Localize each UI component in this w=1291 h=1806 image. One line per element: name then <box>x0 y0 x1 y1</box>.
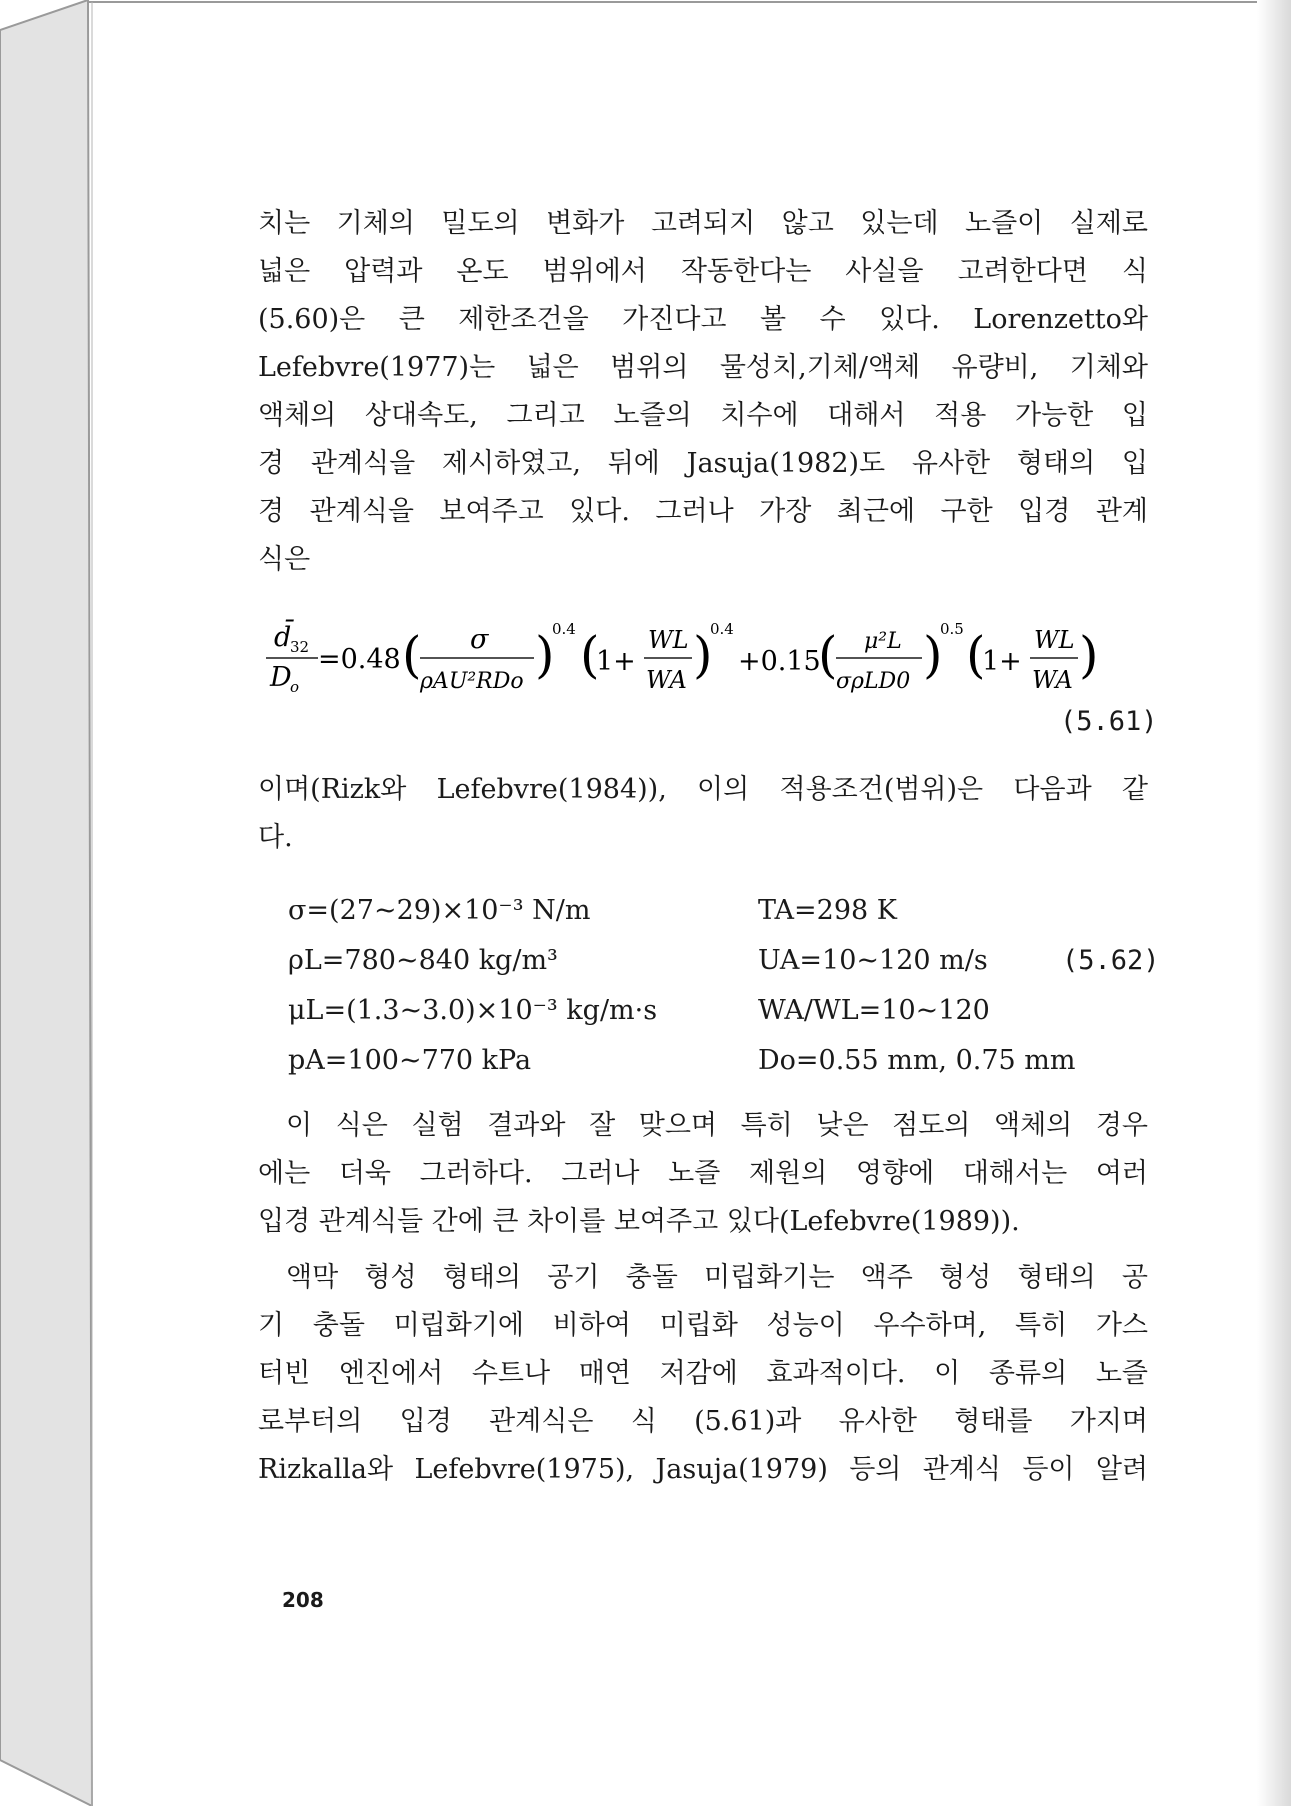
text-line: 식은 <box>258 544 311 575</box>
condition-mu-l: μL=(1.3~3.0)×10⁻³ kg/m·s <box>288 995 658 1026</box>
eq-lhs-num: d̄ <box>274 622 292 653</box>
text-line: 로부터의 입경 관계식은 식 (5.61)과 유사한 형태를 가지며 <box>258 1406 1148 1437</box>
text-line: 액막 형성 형태의 공기 충돌 미립화기는 액주 형성 형태의 공 <box>286 1262 1148 1293</box>
eq-f3-den: σρLD0 <box>836 669 911 694</box>
eq-t2-num: WL <box>648 626 689 654</box>
eq-f3-num: μ²L <box>864 629 902 654</box>
eq-lhs-den: D <box>270 662 292 693</box>
paragraph-3 <box>258 1102 1148 1246</box>
text-line: 경 관계식을 보여주고 있다. 그러나 가장 최근에 구한 입경 관계 <box>258 496 1148 527</box>
text-line: 넓은 압력과 온도 범위에서 작동한다는 사실을 고려한다면 식 <box>258 256 1148 287</box>
eq-paren: ( <box>402 626 422 684</box>
eq-t4-num: WL <box>1034 626 1075 654</box>
eq-paren: ) <box>923 626 943 684</box>
eq-paren: ( <box>818 626 838 684</box>
eq-coef2: +0.15 <box>738 646 821 677</box>
eq-exp2: 0.4 <box>710 620 734 638</box>
eq-exp3: 0.5 <box>940 620 964 638</box>
eq-paren: ( <box>966 626 986 684</box>
condition-sigma: σ=(27~29)×10⁻³ N/m <box>288 895 591 926</box>
equation-number-5-62: (5.62) <box>1062 945 1160 976</box>
eq-paren: ) <box>535 626 555 684</box>
book-left-edge <box>0 0 92 1806</box>
page-number: 208 <box>282 1588 324 1612</box>
condition-do: Do=0.55 mm, 0.75 mm <box>758 1045 1076 1076</box>
paragraph-4 <box>258 1254 1148 1494</box>
condition-wa-wl: WA/WL=10~120 <box>758 995 990 1026</box>
condition-ua: UA=10~120 m/s <box>758 945 988 976</box>
eq-t2-den: WA <box>646 666 687 694</box>
condition-pa: pA=100~770 kPa <box>288 1045 532 1076</box>
condition-rho-l: ρL=780~840 kg/m³ <box>288 945 558 976</box>
eq-paren: ) <box>693 626 713 684</box>
text-line: (5.60)은 큰 제한조건을 가진다고 볼 수 있다. Lorenzetto와 <box>258 304 1148 335</box>
text-line: 액체의 상대속도, 그리고 노즐의 치수에 대해서 적용 가능한 입 <box>258 400 1148 431</box>
paragraph-1 <box>258 200 1148 584</box>
text-line: 이며(Rizk와 Lefebvre(1984)), 이의 적용조건(범위)은 다음과 같 <box>258 774 1148 805</box>
page-right-shadow <box>1257 0 1291 1806</box>
eq-f1-den: ρAU²RDo <box>420 669 524 694</box>
equation-number-5-61: (5.61) <box>1060 706 1158 737</box>
paragraph-2 <box>258 766 1148 862</box>
condition-row <box>288 1036 1148 1086</box>
eq-exp1: 0.4 <box>552 620 576 638</box>
condition-ta: TA=298 K <box>758 895 897 926</box>
condition-row <box>288 936 1160 986</box>
text-line: 기 충돌 미립화기에 비하여 미립화 성능이 우수하며, 특히 가스 <box>258 1310 1148 1341</box>
eq-paren: ( <box>580 626 600 684</box>
eq-f1-num: σ <box>470 624 489 655</box>
text-line: 다. <box>258 822 293 853</box>
eq-t2-one: 1+ <box>596 646 636 677</box>
condition-row <box>288 986 1148 1036</box>
text-line: 에는 더욱 그러하다. 그러나 노즐 제원의 영향에 대해서는 여러 <box>258 1158 1148 1189</box>
eq-t4-one: 1+ <box>982 646 1022 677</box>
eq-lhs-num-sub: 32 <box>290 638 310 656</box>
text-line: 치는 기체의 밀도의 변화가 고려되지 않고 있는데 노즐이 실제로 <box>258 208 1148 239</box>
condition-row <box>288 886 1148 936</box>
eq-t4-den: WA <box>1032 666 1073 694</box>
text-line: 경 관계식을 제시하였고, 뒤에 Jasuja(1982)도 유사한 형태의 입 <box>258 448 1148 479</box>
text-line: 입경 관계식들 간에 큰 차이를 보여주고 있다(Lefebvre(1989)). <box>258 1206 1020 1237</box>
text-line: Lefebvre(1977)는 넓은 범위의 물성치,기체/액체 유량비, 기체와 <box>258 352 1148 383</box>
equation-5-61 <box>252 612 1152 702</box>
text-line: Rizkalla와 Lefebvre(1975), Jasuja(1979) 등의 관계식 등이 알려 <box>258 1454 1148 1485</box>
text-line: 터빈 엔진에서 수트나 매연 저감에 효과적이다. 이 종류의 노즐 <box>258 1358 1148 1389</box>
conditions-5-62 <box>288 886 1160 1086</box>
text-line: 이 식은 실험 결과와 잘 맞으며 특히 낮은 점도의 액체의 경우 <box>286 1110 1148 1141</box>
eq-paren: ) <box>1079 626 1099 684</box>
eq-lhs-den-sub: o <box>290 678 300 696</box>
eq-coef1: =0.48 <box>318 644 401 675</box>
